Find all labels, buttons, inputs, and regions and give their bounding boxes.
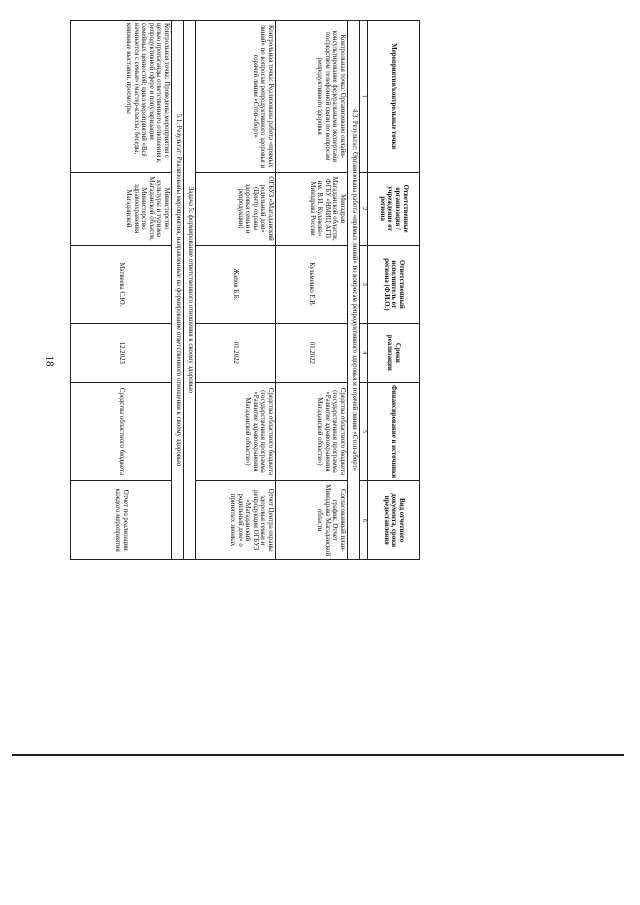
cell-report: Согласованный план-график, Отчет Минздрава Магаданской области (276, 481, 348, 560)
column-number: 5 (360, 382, 368, 481)
cell-organization: ОГБУЗ «Магаданский родильный дом» (Центр охраны здоровья семьи и репродукции) (196, 172, 276, 245)
section-banner-4-3 (348, 21, 360, 560)
cell-organization: Минздрав Магаданской области, ФГБУ «НМИЦ АГП им. В.И. Кулакова» Минздрава России (276, 172, 348, 245)
header-person: Ответственный исполнитель от региона (Ф.И.О.) (368, 245, 420, 324)
header-funding: Финансирование и источники (368, 382, 420, 481)
cell-event: Контрольная точка: Реализована работа «прямых линий» по вопросам репродуктивного здоровья и горячей линии «Стоп-аборт» (196, 21, 276, 173)
column-number: 1 (360, 21, 368, 173)
header-period: Сроки реализации (368, 324, 420, 382)
column-number: 4 (360, 324, 368, 382)
column-number: 6 (360, 481, 368, 560)
cell-person: Жапов Б.Б. (196, 245, 276, 324)
cell-funding: Средства областного бюджета (государственная программа «Развитие здравоохранения Магаданской области») (276, 382, 348, 481)
header-events: Мероприятия/контрольные точки (368, 21, 420, 173)
table-row (196, 21, 276, 560)
table-row (276, 21, 348, 560)
banner-text: Задача 5: формирование ответственного отношения к своему здоровью (184, 21, 196, 560)
page-divider (12, 754, 624, 756)
cell-period: 01.2022 (196, 324, 276, 382)
column-number: 3 (360, 245, 368, 324)
page-number: 18 (43, 355, 56, 367)
banner-text: 4.3. Результат: Организована работа «прямых линий» по вопросам репродуктивного здоровья и горячей линии «Стоп-аборт» (348, 21, 360, 560)
task-banner-5 (184, 21, 196, 560)
cell-person: Матвеева С.Ю. (71, 245, 172, 324)
cell-report: Отчет по реализации каждого мероприятия (71, 481, 172, 560)
header-row (368, 21, 420, 560)
cell-period: 12.2023 (71, 324, 172, 382)
cell-report: Отчет Центра охраны здоровья семьи и репродукции ОГБУЗ «Магаданский родильный дом» о принятых звонках (196, 481, 276, 560)
cell-funding: Средства областного бюджета (71, 382, 172, 481)
column-numbers-row (360, 21, 368, 560)
cell-person: Кузьменко Е.В. (276, 245, 348, 324)
activities-table (70, 20, 420, 560)
cell-funding: Средства областного бюджета (государственная программа «Развитие здравоохранения Магаданской области») (196, 382, 276, 481)
section-banner-5-1 (172, 21, 184, 560)
header-report: Вид отчетного документа, сроки предоставления (368, 481, 420, 560)
cell-organization: Министерство культуры и туризма Магаданской области, Министерство здравоохранения Магаданской (71, 172, 172, 245)
banner-text: 5.1. Результат: Реализованы мероприятия, направленные на формирование ответственного отношения к своему здоровью (172, 21, 184, 560)
column-number: 2 (360, 172, 368, 245)
cell-period: 01.2022 (276, 324, 348, 382)
cell-event: Контрольная точка: Проведены мероприятия с целью пропаганды ответственного отношения к репродуктивной сфере и популяризации семейных ценностей; цикл мероприятий «Всё начинается с семьи» (мастер-классы, беседы, книжные выставки, просмотры (71, 21, 172, 173)
cell-event: Контрольная точка: Организовано онлайн-консультирование федеральными экспертами посредством телефонной связи по вопросам репродуктивного здоровья (276, 21, 348, 173)
table-row (71, 21, 172, 560)
header-organization: Ответственные организация / учреждение от региона (368, 172, 420, 245)
rotated-table-container (70, 20, 420, 560)
table-frame (70, 20, 420, 560)
